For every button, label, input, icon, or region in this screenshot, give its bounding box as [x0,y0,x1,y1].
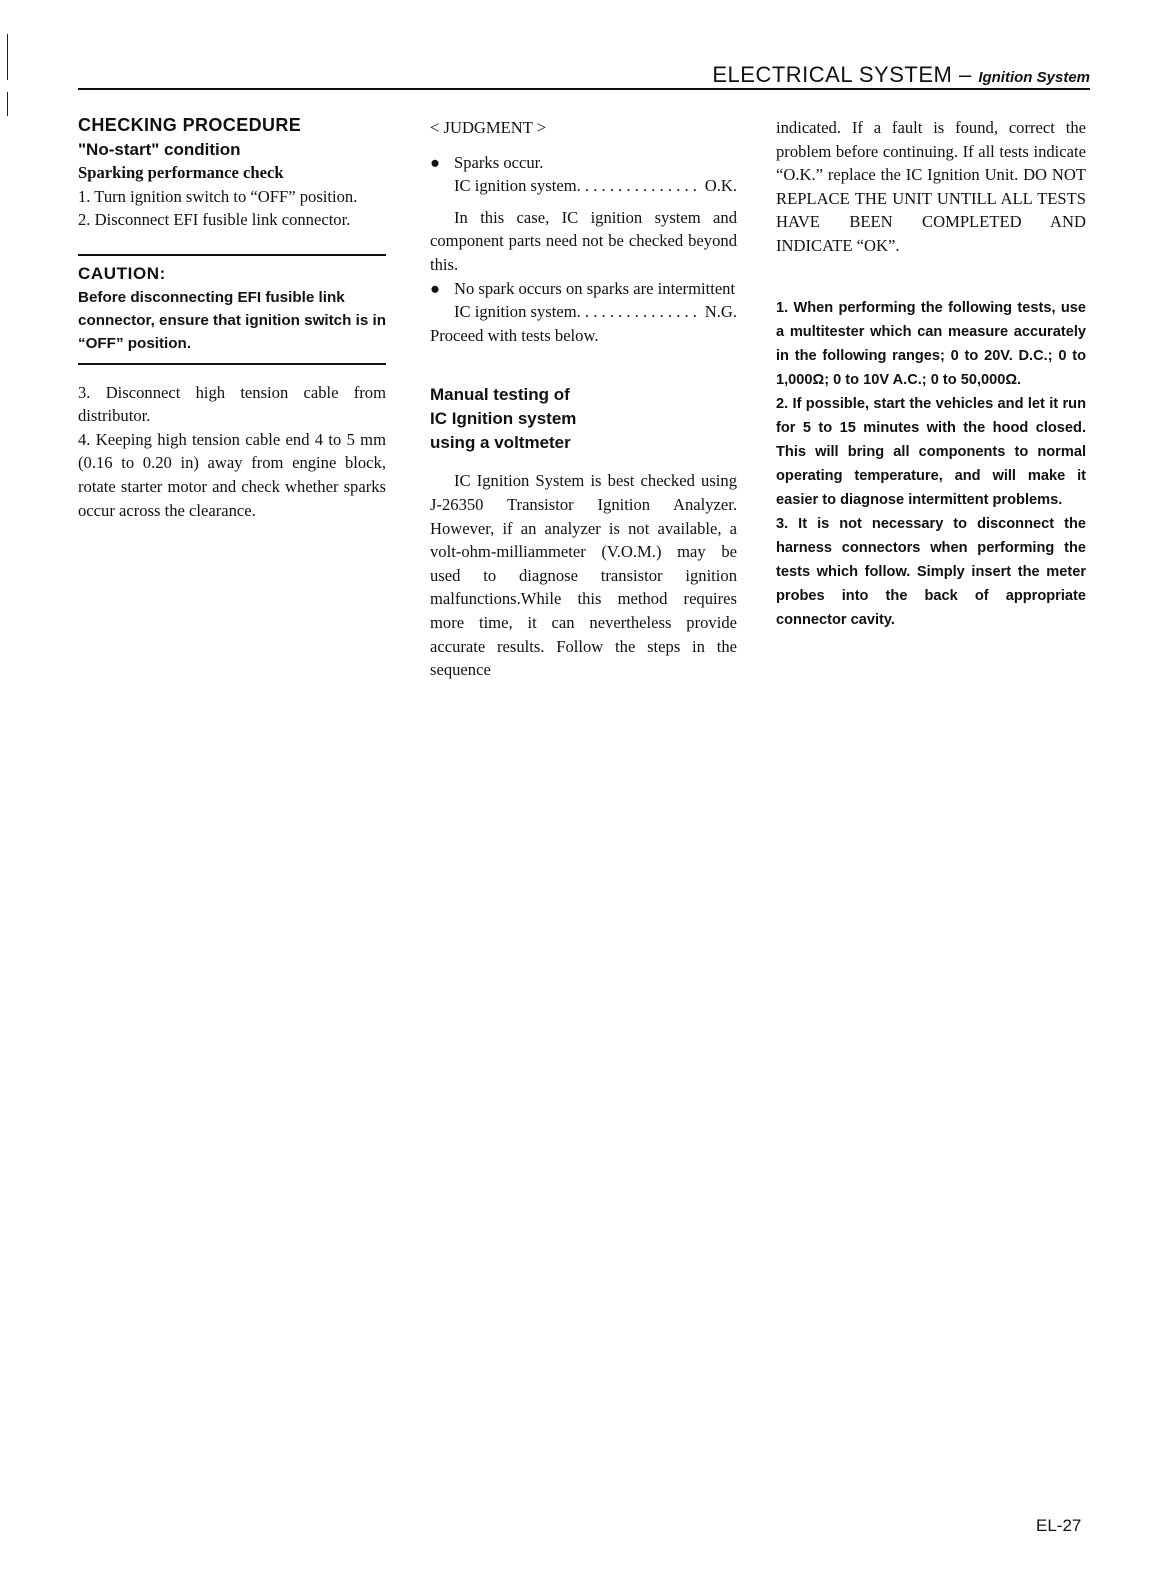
header-rule [78,88,1090,90]
note-item: 2. If possible, start the vehicles and let it run for 5 to 15 minutes with the hood closed. This will bring all components to normal operating temperature, and will make it easier to diagnose intermittent problems. [776,395,1086,508]
heading-line: IC Ignition system [430,409,577,429]
bullet-icon: ● [430,152,441,172]
header-separator: – [952,62,979,87]
judgment-heading: < JUDGMENT > [430,118,547,137]
bullet-text: No spark occurs on sparks are intermittent [454,278,736,298]
header-title: ELECTRICAL SYSTEM [712,62,953,87]
step-item: 3. Disconnect high tension cable from distributor. [78,382,386,426]
section-heading: CHECKING PROCEDURE [78,115,302,135]
dot-leader [577,174,701,198]
heading-line: Manual testing of [430,385,570,405]
step-item: 2. Disconnect EFI fusible link connector. [78,210,351,230]
caution-box [78,254,386,365]
caution-text: Before disconnecting EFI fusible link connector, ensure that ignition switch is in “OFF” position. [78,288,387,352]
judgment-bullet [430,277,737,301]
body-paragraph: Proceed with tests below. [430,325,599,345]
note-list [776,296,1086,632]
bullet-text: Sparks occur. [454,152,544,172]
note-item: 3. It is not necessary to disconnect the harness connectors when performing the tests which follow. Simply insert the meter probes into the back of appropriate connector cavity. [776,515,1086,628]
result-value: N.G. [704,302,737,322]
check-heading: Sparking performance check [78,163,284,183]
result-line [430,300,737,324]
header-subtitle: Ignition System [978,69,1090,86]
margin-mark [7,34,8,80]
result-label: IC ignition system [454,176,577,196]
condition-heading: "No-start" condition [78,139,241,159]
caution-title: CAUTION: [78,263,166,283]
column-middle [430,114,737,682]
heading-line: using a voltmeter [430,433,571,453]
page-number: EL-27 [1036,1516,1082,1535]
result-line [430,174,737,198]
bullet-icon: ● [430,278,441,298]
column-left [78,114,386,522]
judgment-bullet [430,151,737,175]
step-item: 4. Keeping high tension cable end 4 to 5 mm (0.16 to 0.20 in) away from engine block, rotate starter motor and check whether sparks occur across the clearance. [78,429,386,520]
body-paragraph: IC Ignition System is best checked using J-26350 Transistor Ignition Analyzer. However, if an analyzer is not available, a volt-ohm-milliammeter (V.O.M.) may be used to diagnose transistor ignition malfunctions.While this method requires more time, it can nevertheless provide accurate results. Follow the steps in the sequence [430,471,737,680]
dot-leader [577,300,701,324]
step-item: 1. Turn ignition switch to “OFF” position. [78,186,358,206]
note-item: 1. When performing the following tests, use a multitester which can measure accurately in the following ranges; 0 to 20V. D.C.; 0 to 1,000Ω; 0 to 10V A.C.; 0 to 50,000Ω. [776,299,1086,388]
body-paragraph: indicated. If a fault is found, correct the problem before continuing. If all tests indicate “O.K.” replace the IC Ignition Unit. DO NOT REPLACE THE UNIT UNTILL ALL TESTS HAVE BEEN COMPLETED AND INDICATE “OK”. [776,118,1086,255]
running-header [712,62,1090,88]
result-label: IC ignition system [454,302,577,322]
manual-testing-heading [430,383,737,455]
result-value: O.K. [704,176,737,196]
margin-mark [7,92,8,116]
column-right [776,114,1086,632]
body-paragraph: In this case, IC ignition system and component parts need not be checked beyond this. [430,207,737,274]
